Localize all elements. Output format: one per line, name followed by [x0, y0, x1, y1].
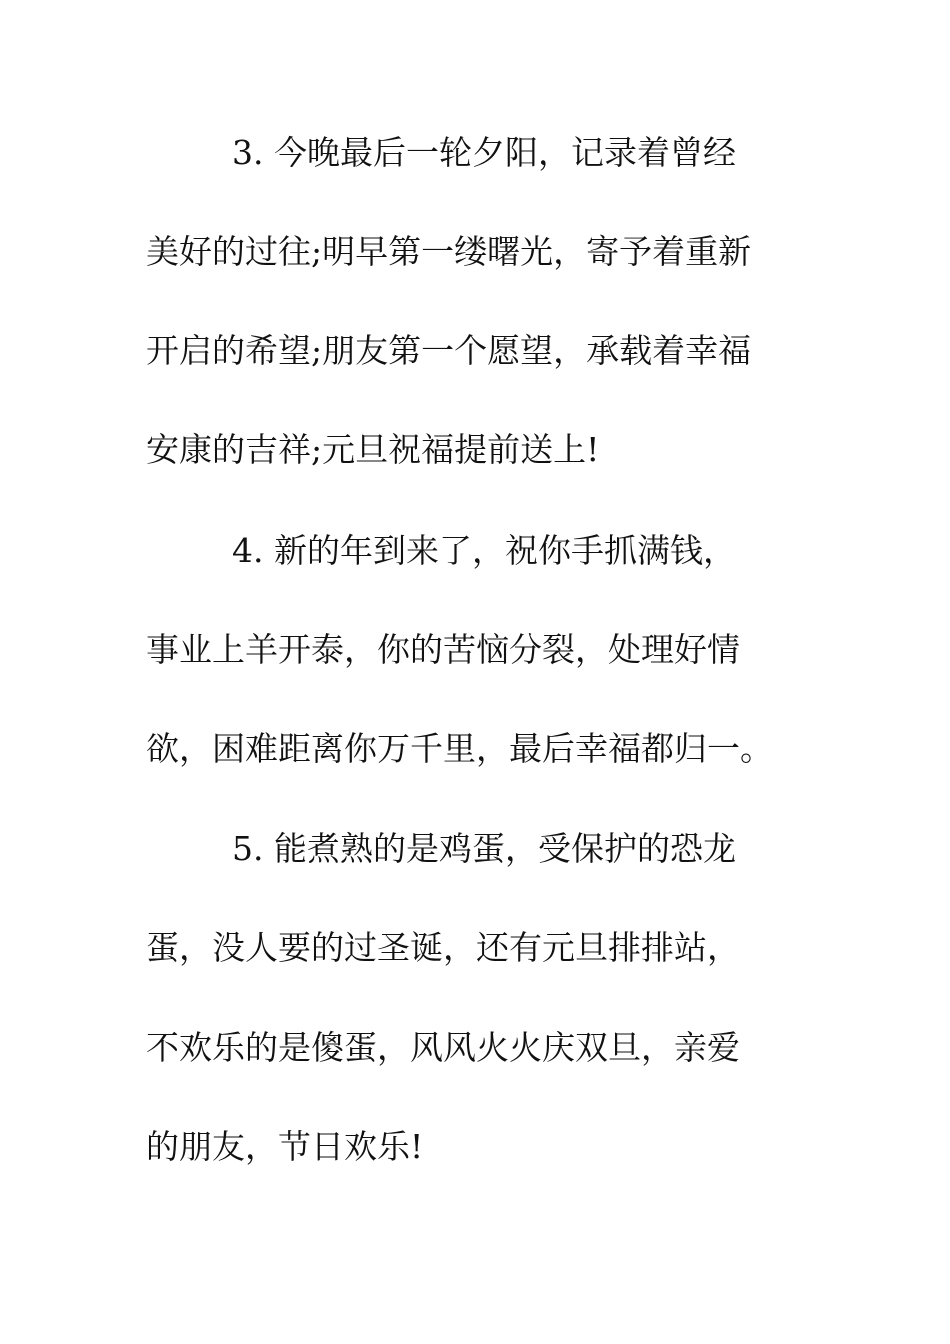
paragraph-3-line-2: 美好的过往;明早第一缕曙光，寄予着重新: [146, 232, 752, 271]
paragraph-5-line-4: 的朋友，节日欢乐!: [146, 1127, 424, 1166]
paragraph-4-line-1: 4. 新的年到来了，祝你手抓满钱，: [232, 531, 736, 570]
paragraph-3-line-4: 安康的吉祥;元旦祝福提前送上!: [146, 430, 600, 469]
paragraph-5-line-1: 5. 能煮熟的是鸡蛋，受保护的恐龙: [232, 829, 736, 868]
paragraph-5-line-2: 蛋，没人要的过圣诞，还有元旦排排站，: [146, 928, 740, 967]
paragraph-4-line-3: 欲，困难距离你万千里，最后幸福都归一。: [146, 729, 773, 768]
paragraph-3-line-3: 开启的希望;朋友第一个愿望，承载着幸福: [146, 331, 752, 370]
paragraph-4-line-2: 事业上羊开泰，你的苦恼分裂，处理好情: [146, 630, 740, 669]
paragraph-3-line-1: 3. 今晚最后一轮夕阳，记录着曾经: [232, 133, 736, 172]
paragraph-5-line-3: 不欢乐的是傻蛋，风风火火庆双旦，亲爱: [146, 1028, 740, 1067]
